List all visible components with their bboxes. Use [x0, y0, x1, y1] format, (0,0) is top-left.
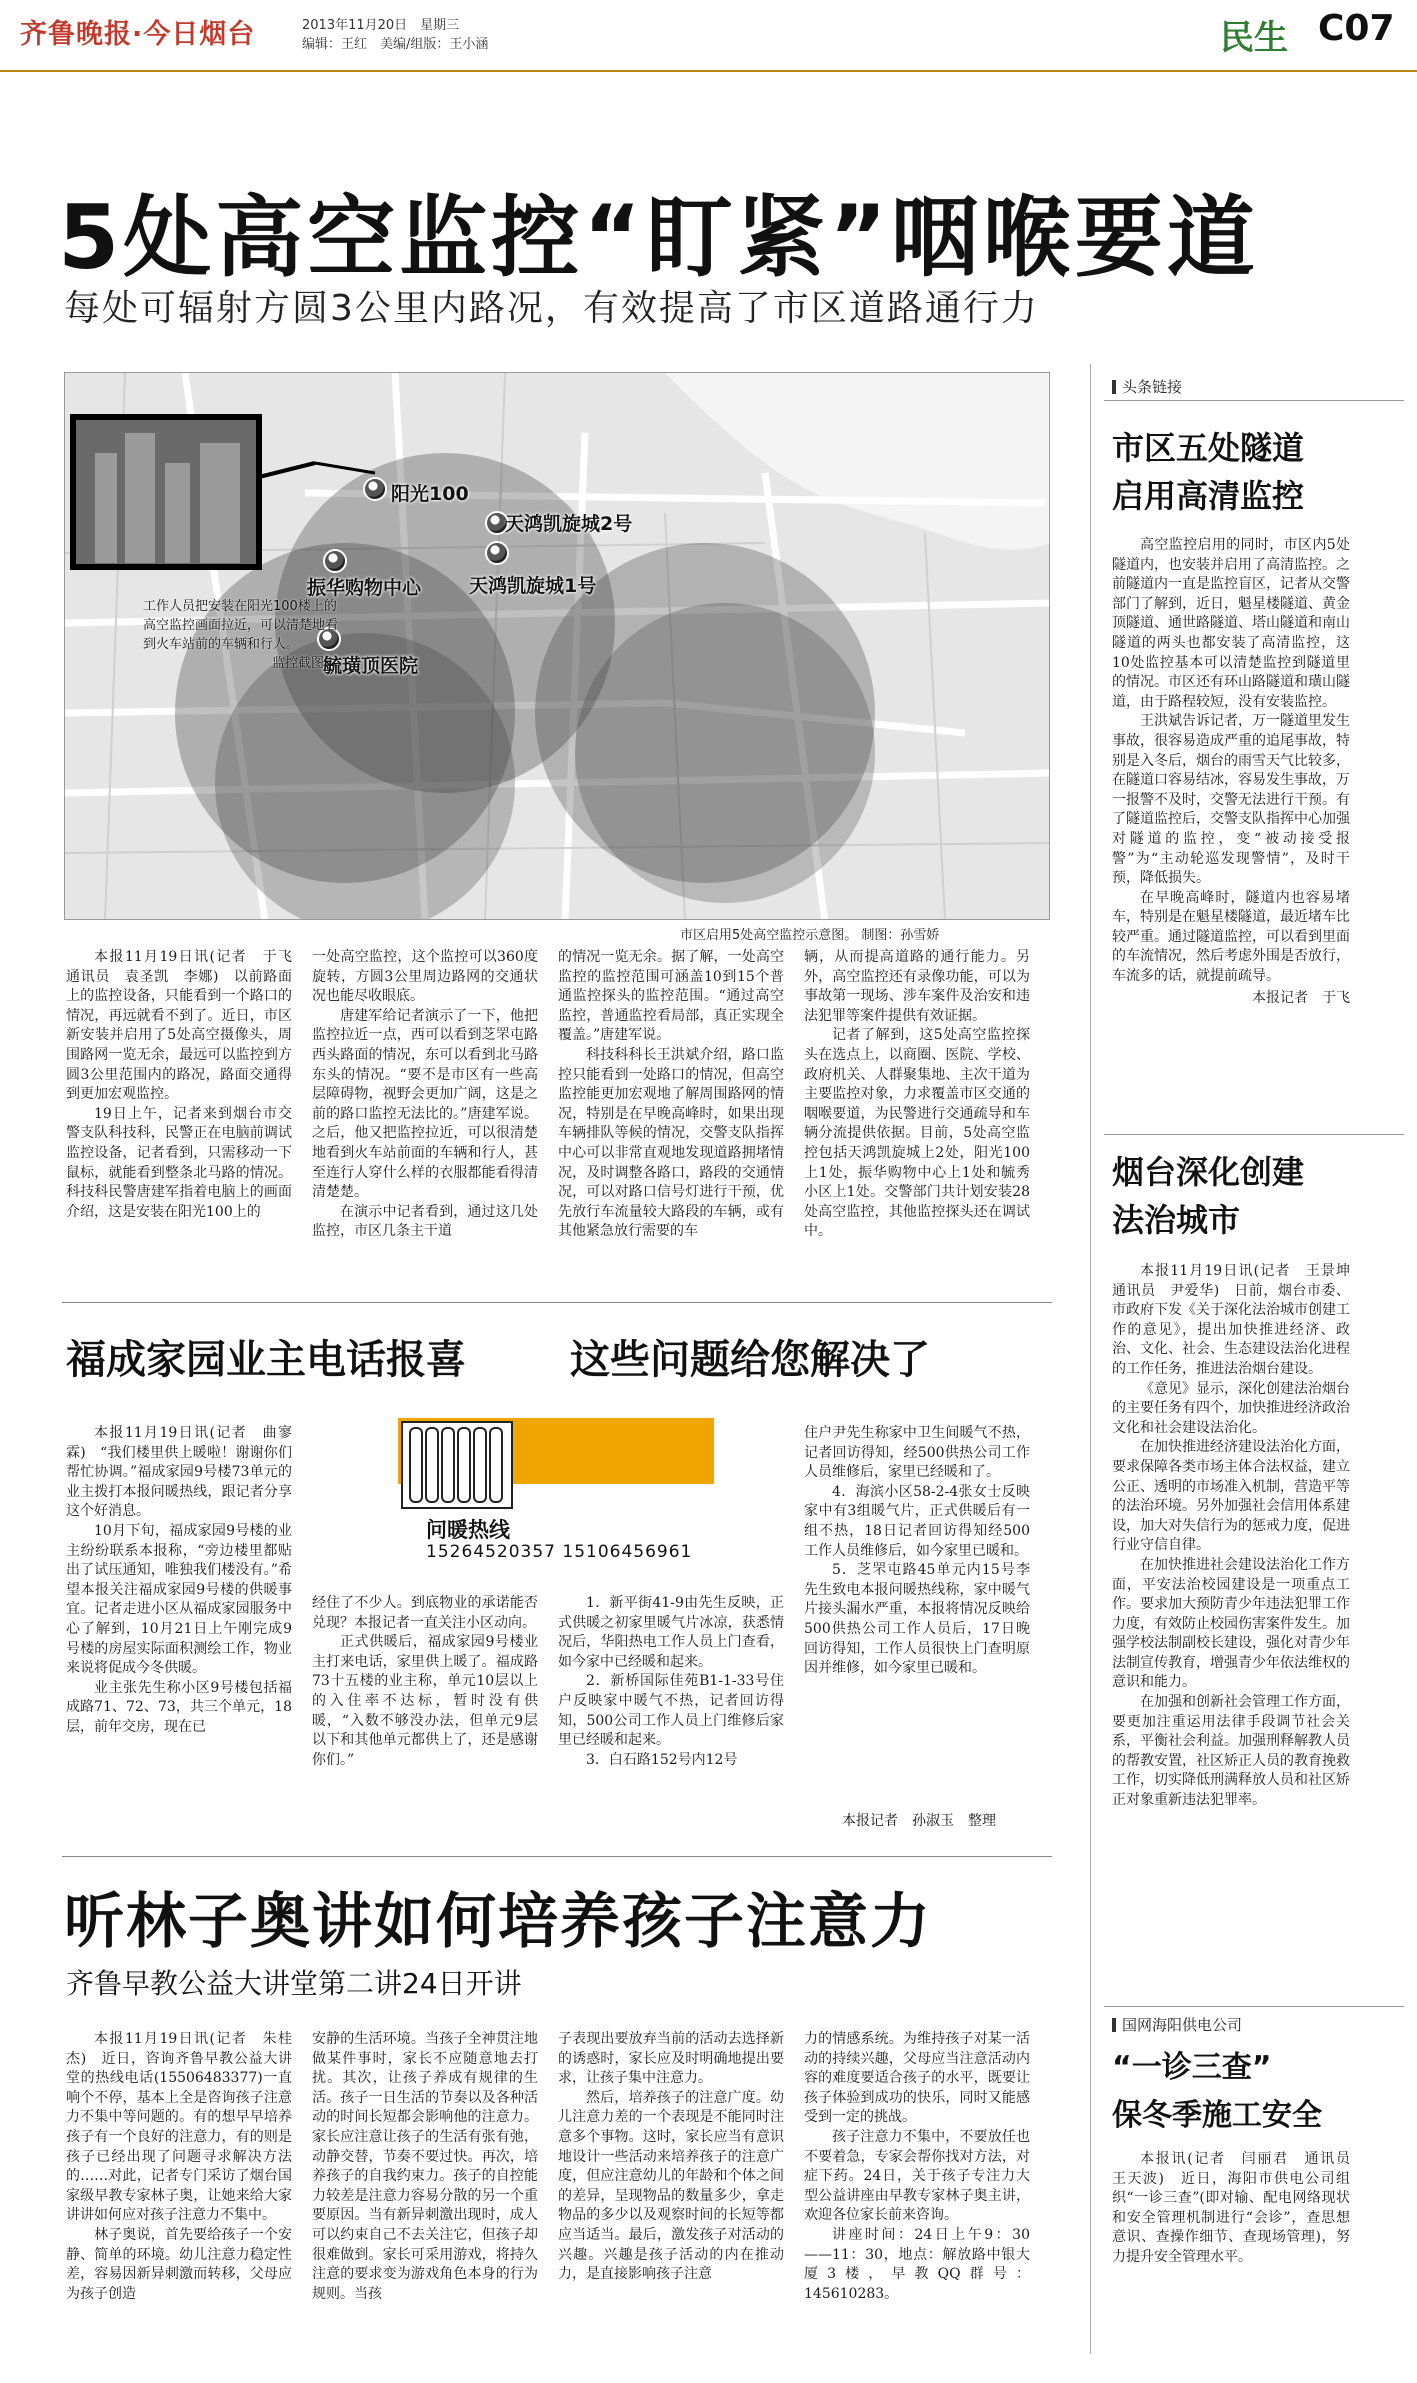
hotline-graphic — [398, 1414, 714, 1566]
heating-col-1: 本报11月19日讯(记者 曲寥霖) “我们楼里供上暖啦！谢谢你们帮忙协调。”福成家园9号楼73单元的业主拨打本报问暖热线，跟记者分享这个好消息。 10月下旬，福成家园9号楼的业主纷纷联系本报称，“旁边楼里都贴出了试压通知，唯独我们楼没有。”希望本报关注福成家园9号楼的供暖事宜。记者走进小区从福成家园服务中心了解到，10月21日上午刚完成9号楼的房屋实际面积测绘工作，物业来说将促成今冬供暖。 业主张先生称小区9号楼包括福成路71、72、73，共三个单元，18层，前年交房，现在已 — [66, 1425, 292, 1735]
inset-label: 监控截图 — [271, 656, 324, 671]
sidebar-tunnels-body: 高空监控启用的同时，市区内5处隧道内，也安装并启用了高清监控。之前隧道内一直是监控盲区，记者从交警部门了解到，近日，魁星楼隧道、黄金顶隧道、通世路隧道、塔山隧道和南山隧道的两头也都安装了高清监控，这10处监控基本可以清楚监控到隧道里的情况。市区还有环山路隧道和璜山隧道，由于路程较短，没有安装监控。 王洪斌告诉记者，万一隧道里发生事故，很容易造成严重的追尾事故，特别是入冬后，烟台的雨雪天气比较多，在隧道口容易结冰，容易发生事故，万一报警不及时，交警无法进行干预。有了隧道监控后，交警支队指挥中心加强对隧道的监控，变“被动接受报警”为“主动轮巡发现警情”，及时干预，降低损失。 在早晚高峰时，隧道内也容易堵车，特别是在魁星楼隧道，最近堵车比较严重。通过隧道监控，可以看到里面的车流情况，然后考虑外围是否放行，车流多的话，就提前疏导。 本报记者 于飞 — [1112, 536, 1350, 1008]
divider — [62, 1302, 1052, 1303]
lecture-col-1: 本报11月19日讯(记者 朱桂杰) 近日，咨询齐鲁早教公益大讲堂的热线电话(15506483377)一直响个不停，基本上全是咨询孩子注意力不集中等问题的。有的想早早培养孩子有一个良好的注意力，有的则是孩子已经出现了问题寻求解决方法的……对此，记者专门采访了烟台国家级早教专家林子奥，让她来给大家讲讲如何应对孩子注意力不集中。 林子奥说，首先要给孩子一个安静、简单的环境。幼儿注意力稳定性差，容易因新异刺激而转移，父母应为孩子创造 — [66, 2031, 292, 2302]
inset-pointer — [259, 463, 315, 477]
issue-date: 2013年11月20日 星期三 — [302, 18, 460, 33]
heating-col-4: 住户尹先生称家中卫生间暖气不热，记者回访得知，经500供热公司工作人员维修后，家里已经暖和了。 4．海滨小区58-2-4张女士反映家中有3组暖气片，正式供暖后有一组不热，18日记者回访得知经500工作人员维修后，如今家里已暖和。 5．芝罘屯路45单元内15号李先生致电本报问暖热线称，家中暖气片接头漏水严重，本报将情况反映给500供热公司工作人员后，17日晚回访得知，工作人员很快上门查明原因并维修，如今家里已暖和。 — [804, 1425, 1030, 1677]
heating-title-left: 福成家园业主电话报喜 — [66, 1337, 466, 1383]
sidebar-power-body: 本报讯(记者 闫丽君 通讯员 王天波) 近日，海阳市供电公司组织“一诊三查”(即对输、配电网络现状和安全管理机制进行“会诊”，查思想意识、查操作细节、查现场管理)，努力提升安全管理水平。 — [1112, 2151, 1364, 2265]
sea-area — [665, 373, 1050, 550]
lecture-subhead: 齐鲁早教公益大讲堂第二讲24日开讲 — [66, 1967, 522, 2000]
sidebar-tag-headline-link: 头条链接 — [1112, 376, 1182, 397]
lecture-col-3: 子表现出要放弃当前的活动去选择新的诱惑时，家长应及时明确地提出要求，让孩子集中注意力。 然后，培养孩子的注意广度。幼儿注意力差的一个表现是不能同时注意多个事物。这时，家长应当有意识地设计一些活动来培养孩子的注意广度，但应注意幼儿的年龄和个体之间的差异，呈现物品的数量多少，拿走物品的多少以及观察时间的长短等都应当适当。最后，激发孩子对活动的兴趣。兴趣是孩子活动的内在推动力，是直接影响孩子注意 — [558, 2031, 784, 2283]
camera-icon — [485, 541, 509, 565]
sidebar-rule-of-law-body: 本报11月19日讯(记者 王景坤 通讯员 尹爱华) 日前，烟台市委、市政府下发《关于深化法治城市创建工作的意见》，提出加快推进经济、政治、文化、社会、生态建设法治化进程的工作任务，推进法治烟台建设。 《意见》显示，深化创建法治烟台的主要任务有四个，加快推进经济政治文化和社会建设法治化。 在加快推进经济建设法治化方面，要求保障各类市场主体合法权益，建立公正、透明的市场准入机制，营造平等的法治环境。另外加强社会信用体系建设，加大对失信行为的惩戒力度，促进行业守信自律。 在加快推进社会建设法治化工作方面，平安法治校园建设是一项重点工作。要求加大预防青少年违法犯罪工作力度，有效防止校园伤害案件发生。加强学校法制副校长建设，强化对青少年法制宣传教育，增强青少年依法维权的意识和能力。 在加强和创新社会管理工作方面，要更加注重运用法律手段调节社会关系，平衡社会利益。加强刑释解教人员的帮教安置，社区矫正人员的教育挽救工作，切实降低刑满释放人员和社区矫正对象重新违法犯罪率。 — [1112, 1263, 1364, 1809]
surveillance-map — [64, 372, 1050, 920]
divider — [1104, 2006, 1404, 2007]
divider — [1104, 1134, 1404, 1135]
main-story-col-2: 一处高空监控，这个监控可以360度旋转，方圆3公里周边路网的交通状况也能尽收眼底。 唐建军给记者演示了一下，他把监控拉近一点，西可以看到芝罘屯路西头路面的情况，东可以看到北马路东头的情况。“要不是市区有一些高层障碍物，视野会更加广阔，这是之前的路口监控无法比的。”唐建军说。之后，他又把监控拉近，可以很清楚地看到火车站前面的车辆和行人，甚至连行人穿什么样的衣服都能看得清清楚楚。 在演示中记者看到，通过这几处监控，市区几条主干道 — [312, 949, 538, 1240]
camera-icon — [363, 477, 387, 501]
map-caption: 市区启用5处高空监控示意图。 制图：孙雪娇 — [680, 928, 940, 943]
divider — [62, 1856, 1052, 1857]
radiator-icon — [398, 1414, 518, 1514]
brand-sub: 今日烟台 — [143, 19, 256, 50]
sidebar-headline-rule-of-law: 烟台深化创建 法治城市 — [1112, 1153, 1305, 1239]
section-name: 民生 — [1220, 18, 1288, 58]
main-story-col-1: 本报11月19日讯(记者 于飞 通讯员 袁圣凯 李娜) 以前路面上的监控设备，只能看到一个路口的情况，再远就看不到了。近日，市区新安装并启用了5处高空摄像头，周围路网一览无余，最远可以监控到方圆3公里范围内的路况，路面交通得到更加宏观监控。 19日上午，记者来到烟台市交警支队科技科，民警正在电脑前调试监控设备，记者看到，只需移动一下鼠标，就能看到整条北马路的情况。科技科民警唐建军指着电脑上的画面介绍，这是安装在阳光100上的 — [66, 949, 306, 1220]
label-yangguang100: 阳光100 — [391, 483, 469, 505]
main-subhead: 每处可辐射方圆3公里内路况，有效提高了市区道路通行力 — [64, 288, 1039, 329]
main-headline: 5处高空监控“盯紧”咽喉要道 — [58, 186, 1259, 289]
lecture-col-4: 力的情感系统。为维持孩子对某一活动的持续兴趣，父母应当注意活动内容的难度要适合孩子的水平，既要让孩子体验到成功的快乐，同时又能感受到一定的挑战。 孩子注意力不集中，不要放任也不要着急，专家会帮你找对方法，对症下药。24日，关于孩子专注力大型公益讲座由早教专家林子奥主讲，欢迎各位家长前来咨询。 讲座时间：24日上午9：30——11：30，地点：解放路中银大厦3楼，早教QQ群号：145610283。 — [804, 2031, 1030, 2302]
newspaper-brand: 齐鲁晚报·今日烟台 — [20, 19, 256, 50]
masthead — [0, 0, 1417, 72]
hotline-phones: 15264520357 15106456961 — [426, 1542, 693, 1562]
sidebar-tag-haiyang: 国网海阳供电公司 — [1112, 2014, 1242, 2035]
camera-icon — [323, 549, 347, 573]
label-zhenhua: 振华购物中心 — [307, 577, 422, 599]
hotline-title: 问暖热线 — [426, 1518, 510, 1542]
lecture-headline: 听林子奥讲如何培养孩子注意力 — [64, 1887, 932, 1957]
brand-name: 齐鲁晚报 — [20, 19, 132, 50]
sidebar-headline-power: “一诊三查” 保冬季施工安全 — [1112, 2050, 1322, 2133]
heating-col-3: 1．新平街41-9由先生反映，正式供暖之初家里暖气片冰凉，获悉情况后，华阳热电工作人员上门查看，如今家中已经暖和起来。 2．新桥国际佳苑B1-1-33号住户反映家中暖气不热，记者回访得知，500公司工作人员上门维修后家里已经暖和起来。 3．白石路152号内12号 — [558, 1595, 784, 1768]
inset-note: 工作人员把安装在阳光100楼上的高空监控画面拉近，可以清楚地看到火车站前的车辆和行人。 监控截图 — [143, 597, 348, 673]
main-story-col-3: 的情况一览无余。据了解，一处高空监控的监控范围可涵盖10到15个普通监控探头的监控范围。“通过高空监控，普通监控看局部，真正实现全覆盖。”唐建军说。 科技科科长王洪斌介绍，路口监控只能看到一处路口的情况，但高空监控能更加宏观地了解周围路网的情况，特别是在早晚高峰时，如果出现车辆排队等候的情况，交警支队指挥中心可以非常直观地发现道路拥堵情况，及时调整各路口，路段的交通情况，可以对路口信号灯进行干预，优先放行车流量较大路段的车辆，或有其他紧急放行需要的车 — [558, 949, 784, 1240]
label-tianhong-2: 天鸿凯旋城2号 — [505, 513, 633, 535]
lecture-col-2: 安静的生活环境。当孩子全神贯注地做某件事时，家长不应随意地去打扰。其次，让孩子养成有规律的生活。孩子一日生活的节奏以及各种活动的时间长短都会影响他的注意力。家长应注意让孩子的生活有张有弛，动静交替，节奏不要过快。再次，培养孩子的自我约束力。孩子的自控能力较差是注意力容易分散的另一个重要原因。当有新异刺激出现时，成人可以约束自己不去关注它，但孩子却很难做到。家长可采用游戏，将持久注意的要求变为游戏角色本身的行为规则。当孩 — [312, 2031, 538, 2302]
heating-title-right: 这些问题给您解决了 — [570, 1337, 930, 1383]
sidebar-byline: 本报记者 于飞 — [1252, 989, 1350, 1006]
label-tianhong-1: 天鸿凯旋城1号 — [469, 575, 597, 597]
coverage-circle-tianhong-1 — [575, 603, 875, 903]
divider — [1104, 400, 1404, 401]
editors-line: 编辑：王红 美编/组版：王小涵 — [302, 37, 489, 52]
sidebar-headline-tunnels: 市区五处隧道 启用高清监控 — [1112, 429, 1305, 515]
label-yuhuangding: 毓璜顶医院 — [323, 655, 419, 677]
page-number: C07 — [1318, 8, 1395, 49]
heating-col-2: 经住了不少人。到底物业的承诺能否兑现？本报记者一直关注小区动向。 正式供暖后，福成家园9号楼业主打来电话，家里供上暖了。福成路73十五楼的业主称，单元10层以上的入住率不达标，暂时没有供暖，“入数不够没办法，但单元9层以下和其他单元都供上了，还是感谢你们。” — [312, 1595, 538, 1768]
issue-meta — [302, 16, 488, 54]
sidebar-divider — [1090, 364, 1091, 2354]
heating-byline: 本报记者 孙淑玉 整理 — [842, 1813, 996, 1829]
main-story-col-4: 辆，从而提高道路的通行能力。另外，高空监控还有录像功能，可以为事故第一现场、涉车案件及治安和违法犯罪等案件提供有效证据。 记者了解到，这5处高空监控探头在选点上，以商圈、医院、学校、政府机关、人群聚集地、主次干道为主要监控对象，力求覆盖市区交通的咽喉要道，为民警进行交通疏导和车辆分流提供依据。目前，5处高空监控包括天鸿凯旋城上2处，阳光100上1处，振华购物中心上1处和毓秀小区上1处。交警部门共计划安装28处高空监控，其他监控探头还在调试中。 — [804, 949, 1030, 1240]
